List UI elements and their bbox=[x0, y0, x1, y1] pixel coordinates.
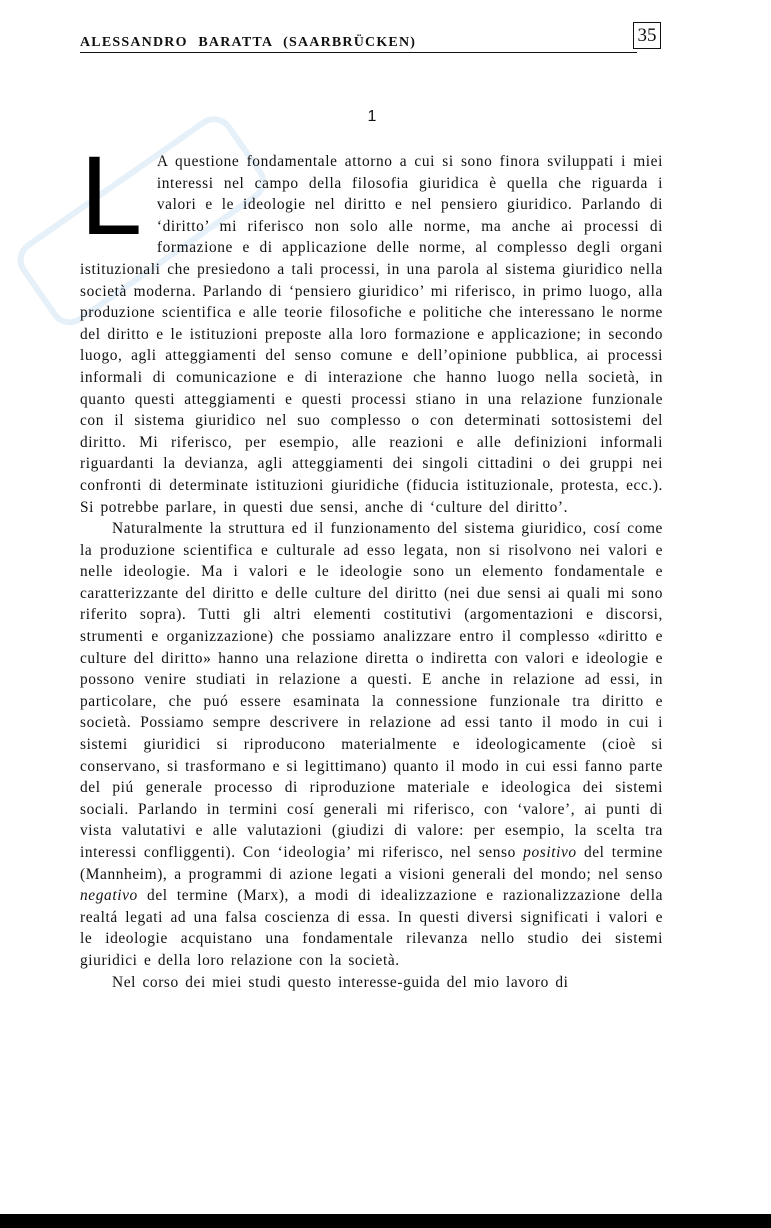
running-head-author: ALESSANDRO BARATTA (SAARBRÜCKEN) bbox=[80, 35, 417, 50]
paragraph-1-text: A questione fondamentale attorno a cui si sono finora sviluppati i miei interessi nel campo della filosofia giuridica è quella che riguarda i valori e le ideologie nel diritto e nel pensiero giuridico. Parlando di ‘diritto’ mi riferisco non solo alle norme, ma anche ai processi di formazione e di applicazione delle norme, al complesso degli organi istituzionali che presiedono a tali processi, in una parola al sistema giuridico nella società moderna. Parlando di ‘pensiero giuridico’ mi riferisco, in primo luogo, alla produzione scientifica e alle teorie filosofiche e politiche che interessano le norme del diritto e le istituzioni preposte alla loro formazione e applicazione; in secondo luogo, agli atteggiamenti del senso comune e dell’opinione pubblica, ai processi informali di comunicazione e di interazione che hanno luogo nella società, in quanto questi atteggiamenti e questi processi stiano in una relazione funzionale con il sistema giuridico nel suo complesso o con determinati sottosistemi del diritto. Mi riferisco, per esempio, alle reazioni e alle definizioni informali riguardanti la devianza, agli atteggiamenti dei singoli cittadini o dei gruppi nei confronti di determinate istituzioni giuridiche (fiducia istituzionale, protesta, ecc.). Si potrebbe parlare, in questi due sensi, anche di ‘culture del diritto’. bbox=[80, 153, 663, 516]
term-positivo: positivo bbox=[523, 844, 577, 861]
article-body bbox=[80, 133, 663, 993]
paragraph-2 bbox=[80, 518, 663, 971]
paragraph-2-text-c: del termine (Marx), a modi di idealizzazione e razionalizzazione della realtá legati ad una falsa coscienza di essa. In questi diversi significati i valori e le ideologie acquistano una fondamentale rilevanza nello studio dei sistemi giuridici e della loro relazione con la società. bbox=[80, 887, 663, 969]
running-head bbox=[80, 25, 660, 55]
paragraph-3 bbox=[80, 972, 663, 994]
page-number: 35 bbox=[633, 22, 661, 49]
term-negativo: negativo bbox=[80, 887, 138, 905]
paragraph-1 bbox=[80, 133, 663, 518]
paragraph-3-text: Nel corso dei miei studi questo interesse-guida del mio lavoro di bbox=[112, 973, 569, 991]
drop-cap: L bbox=[80, 133, 143, 258]
section-number: 1 bbox=[367, 108, 377, 125]
bottom-bar bbox=[0, 1214, 771, 1228]
paragraph-2-text-a: Naturalmente la struttura ed il funzionamento del sistema giuridico, cosí come la produzione scientifica e culturale ad esso legata, non si risolvono nei valori e nelle ideologie. Ma i valori e le ideologie sono un elemento fondamentale e caratterizzante del diritto e delle culture del diritto (nei due sensi ai quali mi sono riferito sopra). Tutti gli altri elementi costitutivi (argomentazioni e discorsi, strumenti e organizzazione) che possiamo analizzare entro il complesso «diritto e culture del diritto» hanno una relazione diretta o indiretta con valori e ideologie e possono venire studiati in relazione a questi. E anche in relazione ad essi, in particolare, che puó essere esaminata la connessione funzionale tra diritto e società. Possiamo sempre descrivere in relazione ad essi tanto il modo in cui i sistemi giuridici si riproducono materialmente e ideologicamente (cioè si conservano, si trasformano e si legittimano) quanto il modo in cui essi fanno parte del piú generale processo di riproduzione materiale e ideologica dei sistemi sociali. Parlando in termini cosí generali mi riferisco, con ‘valore’, ai punti di vista valutativi e alle valutazioni (giudizi di valore: per esempio, la scelta tra interessi confliggenti). Con ‘ideologia’ mi riferisco, nel senso bbox=[80, 520, 663, 861]
paragraph-2-text-b: del termine (Mannheim), a programmi di azione legati a visioni generali del mondo; nel senso bbox=[80, 844, 663, 883]
header-rule bbox=[80, 52, 637, 53]
